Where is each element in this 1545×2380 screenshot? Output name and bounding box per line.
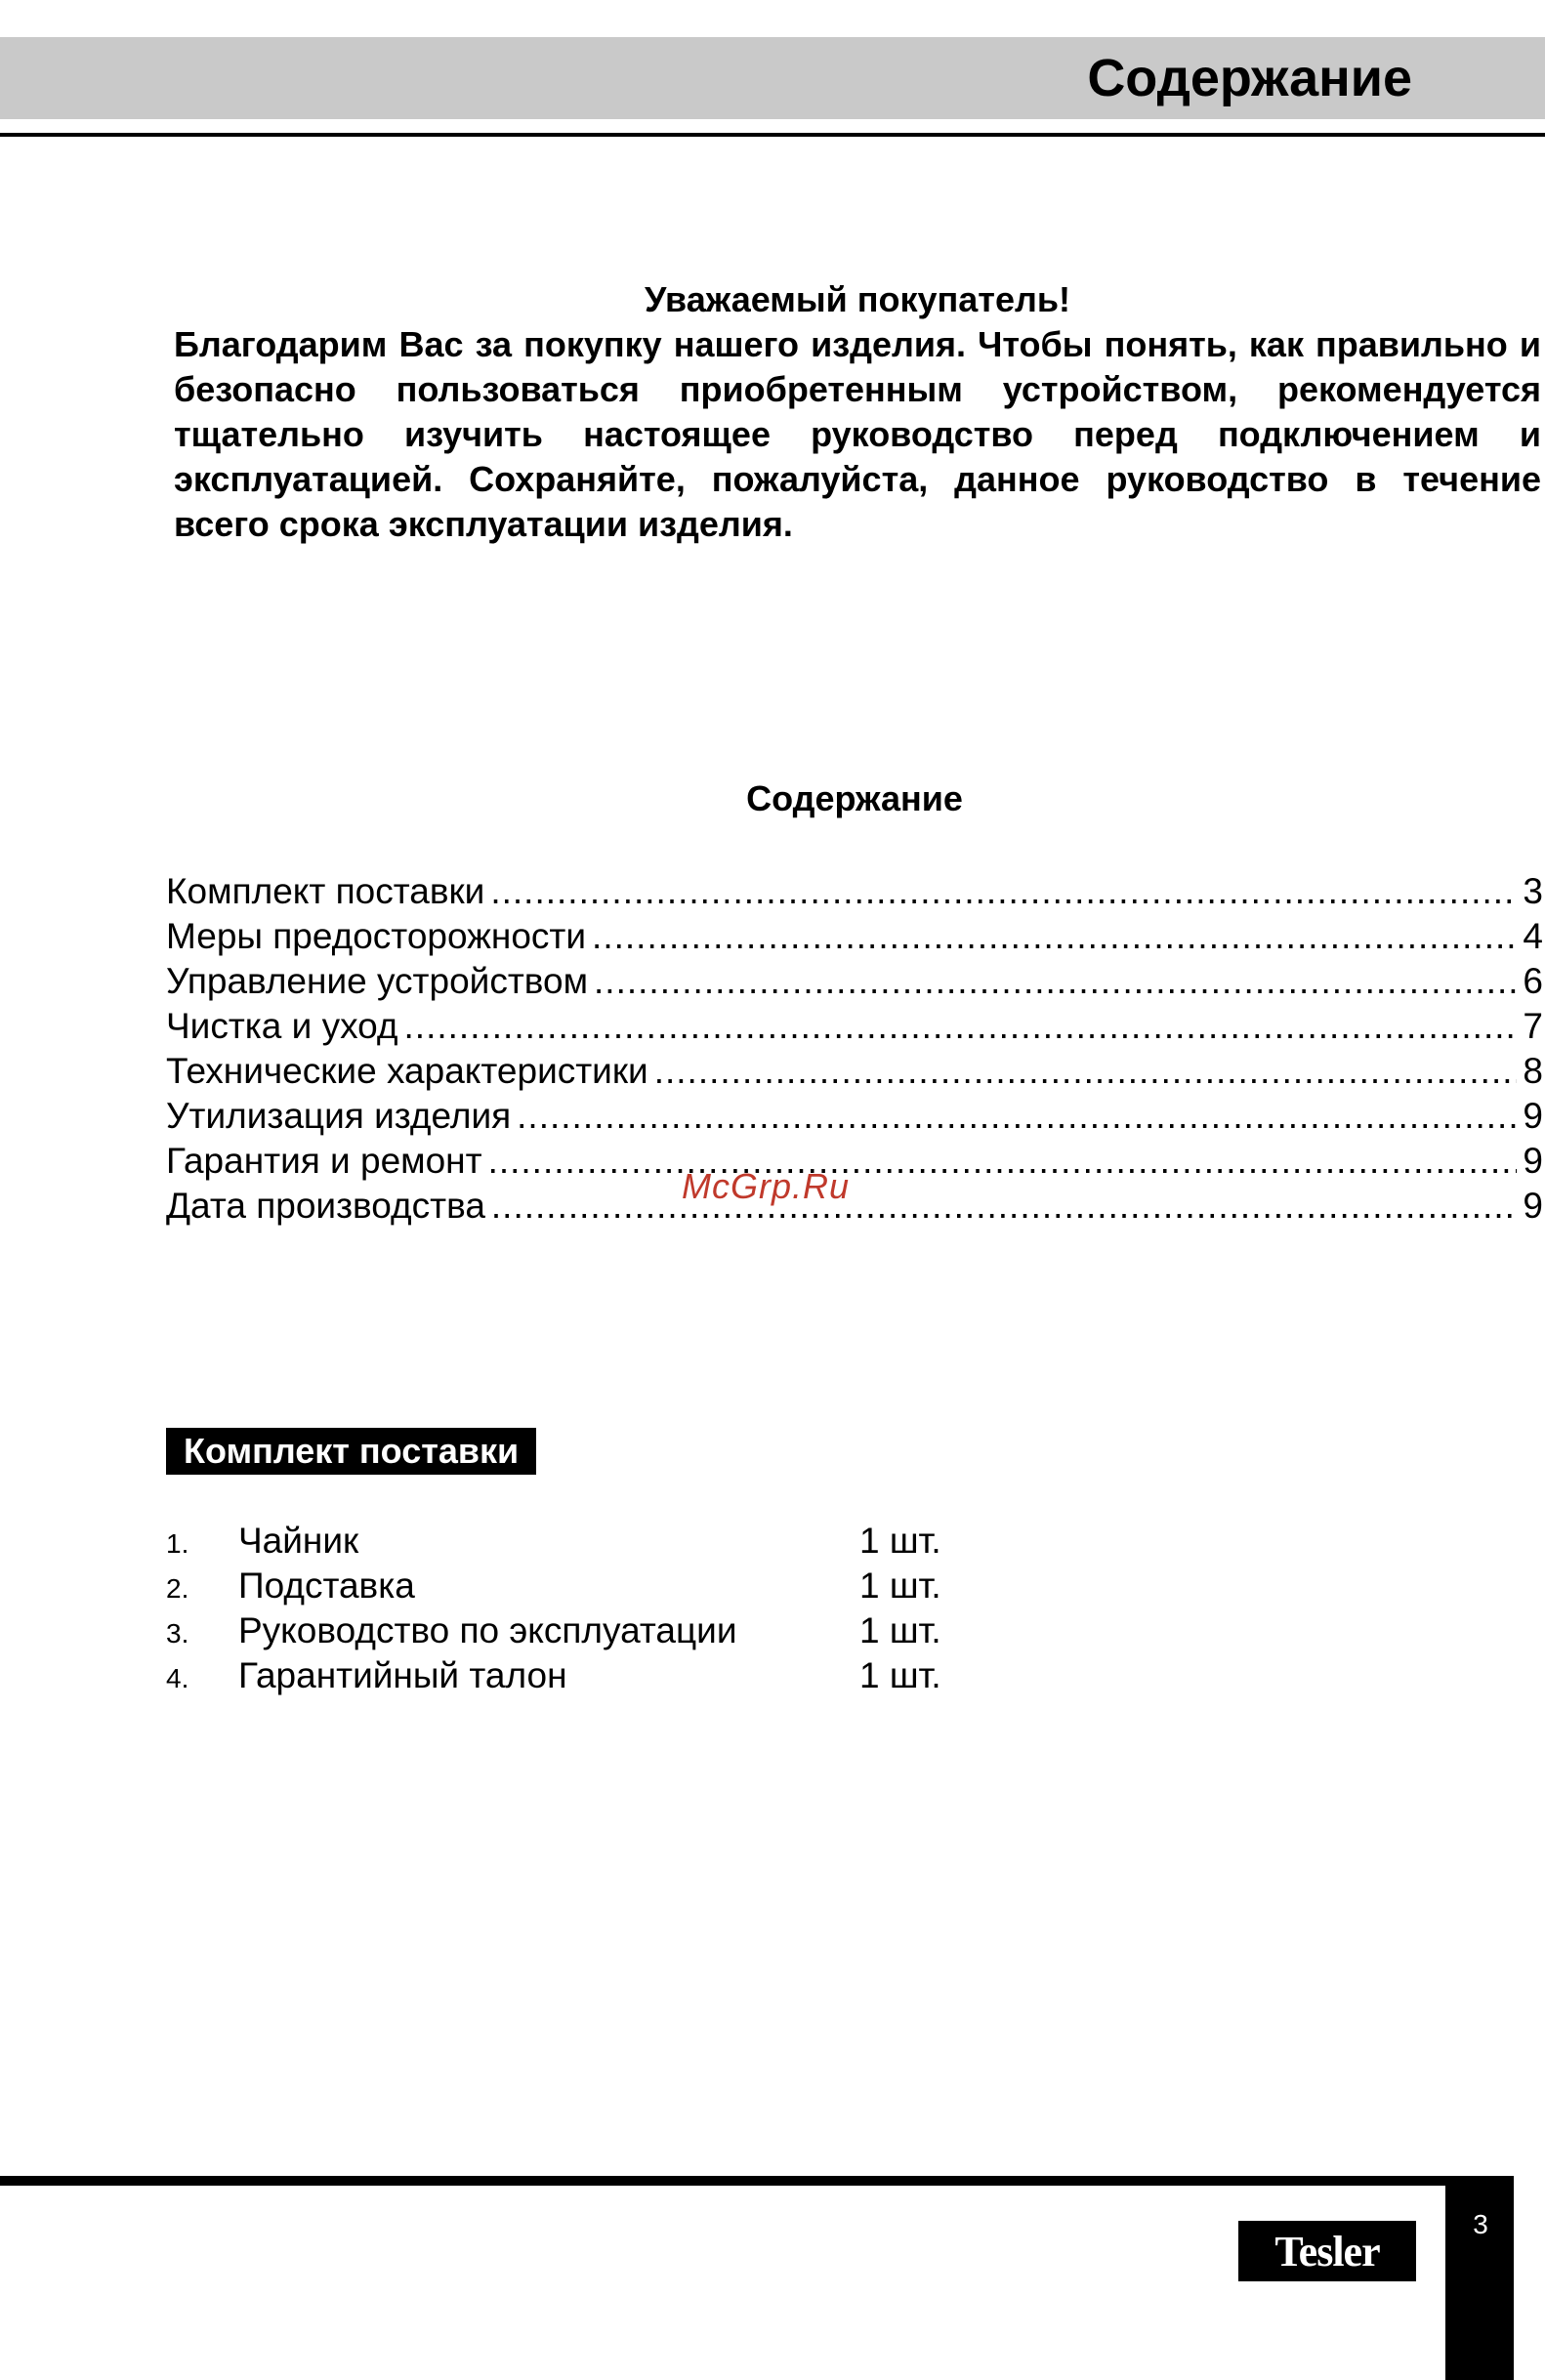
toc-item[interactable] <box>166 1184 1543 1229</box>
toc-item-page: 8 <box>1523 1051 1543 1091</box>
intro-text: Благодарим Вас за покупку нашего изделия. Чтобы понять, как правильно и безопасно пользоваться приобретенным устройством, рекомендуется тщательно изучить настоящее руководство перед подключением и эксплуатацией. Сохраняйте, пожалуйста, данное руководство в течение всего срока эксплуатации изделия. <box>174 324 1541 544</box>
toc-dot-leader <box>654 1049 1518 1094</box>
toc-item-label: Технические характеристики <box>166 1051 648 1091</box>
toc-item[interactable] <box>166 959 1543 1004</box>
list-item <box>166 1519 1045 1564</box>
list-item <box>166 1608 1045 1653</box>
toc-item[interactable] <box>166 1094 1543 1139</box>
table-of-contents <box>166 869 1543 1229</box>
toc-item-label: Меры предосторожности <box>166 916 587 956</box>
list-item-number: 4. <box>166 1663 189 1693</box>
toc-item-label: Чистка и уход <box>166 1006 398 1046</box>
list-item-name: Руководство по эксплуатации <box>238 1610 737 1650</box>
toc-item[interactable] <box>166 869 1543 914</box>
toc-dot-leader <box>404 1004 1518 1049</box>
toc-item-page: 4 <box>1523 916 1543 956</box>
watermark: McGrp.Ru <box>682 1166 851 1206</box>
toc-item-page: 3 <box>1523 871 1543 911</box>
intro-block <box>174 277 1541 547</box>
toc-item-page: 7 <box>1523 1006 1543 1046</box>
toc-item-page: 6 <box>1523 961 1543 1001</box>
tesler-logo <box>1238 2221 1416 2281</box>
list-item-number: 1. <box>166 1528 189 1559</box>
toc-item-label: Управление устройством <box>166 961 589 1001</box>
list-item-quantity: 1 шт. <box>859 1566 941 1606</box>
toc-dot-leader <box>490 869 1517 914</box>
intro-greeting: Уважаемый покупатель! <box>645 279 1070 319</box>
header-divider <box>0 133 1545 137</box>
toc-item-label: Утилизация изделия <box>166 1096 512 1136</box>
list-item <box>166 1653 1045 1698</box>
toc-item[interactable] <box>166 914 1543 959</box>
toc-item-page: 9 <box>1523 1186 1543 1226</box>
toc-item-label: Дата производства <box>166 1186 485 1226</box>
toc-item[interactable] <box>166 1004 1543 1049</box>
toc-item-label: Гарантия и ремонт <box>166 1141 482 1181</box>
list-item-quantity: 1 шт. <box>859 1655 941 1695</box>
toc-dot-leader <box>594 959 1517 1004</box>
section-heading-kit: Комплект поставки <box>166 1428 536 1475</box>
logo-text: Tesler <box>1274 2227 1380 2276</box>
list-item-name: Чайник <box>238 1521 359 1561</box>
list-item-number: 2. <box>166 1573 189 1604</box>
toc-item-page: 9 <box>1523 1141 1543 1181</box>
kit-list <box>166 1519 1045 1698</box>
toc-dot-leader <box>592 914 1517 959</box>
toc-item-page: 9 <box>1523 1096 1543 1136</box>
list-item-name: Подставка <box>238 1566 415 1606</box>
toc-heading: Содержание <box>746 778 963 818</box>
footer-divider <box>0 2176 1514 2186</box>
page-title: Содержание <box>1087 49 1412 107</box>
list-item-quantity: 1 шт. <box>859 1521 941 1561</box>
toc-dot-leader <box>517 1094 1517 1139</box>
toc-item-label: Комплект поставки <box>166 871 485 911</box>
list-item <box>166 1564 1045 1608</box>
page-number-tab <box>1445 2176 1514 2380</box>
toc-item[interactable] <box>166 1139 1543 1184</box>
page-number: 3 <box>1473 2209 1488 2239</box>
toc-dot-leader <box>491 1184 1518 1229</box>
toc-dot-leader <box>488 1139 1518 1184</box>
list-item-number: 3. <box>166 1618 189 1649</box>
toc-item[interactable] <box>166 1049 1543 1094</box>
list-item-quantity: 1 шт. <box>859 1610 941 1650</box>
list-item-name: Гарантийный талон <box>238 1655 567 1695</box>
